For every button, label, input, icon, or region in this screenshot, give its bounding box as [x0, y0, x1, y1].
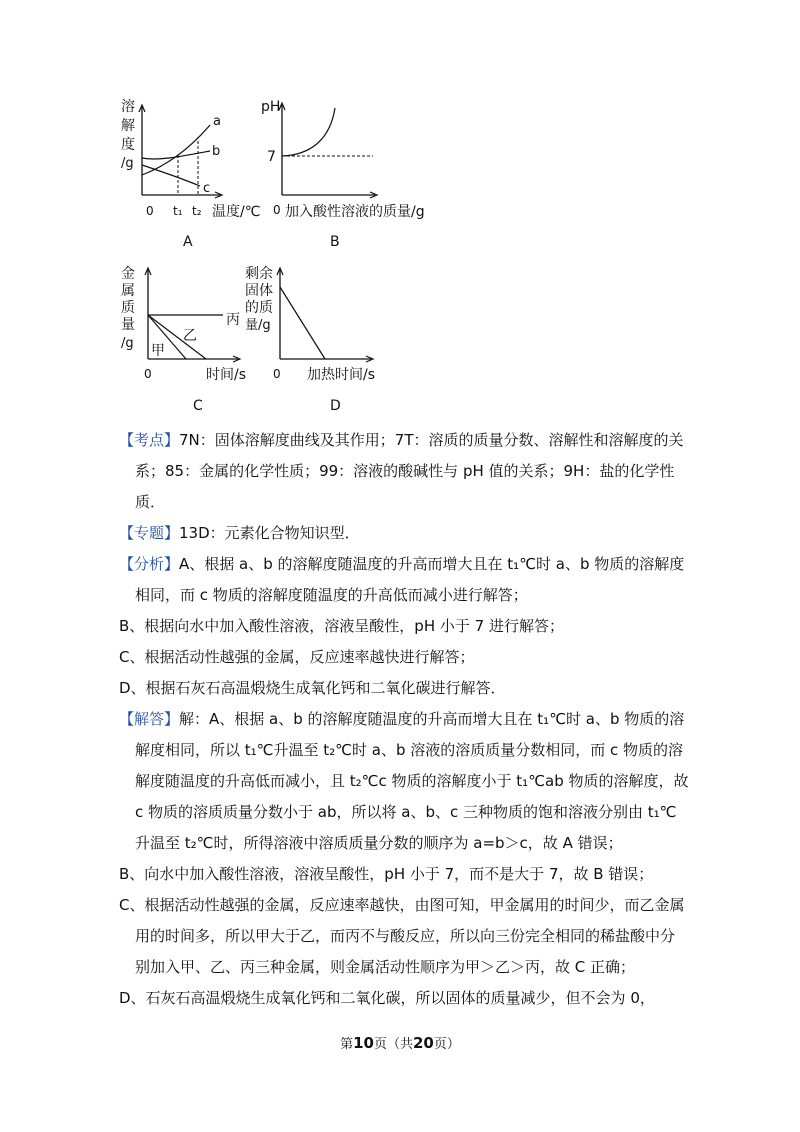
figure-d-residual-solid [243, 262, 393, 387]
jieda-paragraph-a [119, 704, 689, 859]
figure-a-label-a: a [213, 114, 221, 129]
figure-c-label-jia: 甲 [151, 343, 165, 359]
figure-d-ylabel-1: 剩余 [245, 266, 273, 282]
figure-c-label-bing: 丙 [226, 312, 240, 328]
kaodian-paragraph [119, 425, 689, 518]
figure-a-ylabel-1: 溶 [121, 99, 135, 115]
figure-d-caption: D [330, 398, 341, 414]
figure-a-label-c: c [203, 181, 211, 196]
footer-total-pages: 20 [413, 1034, 434, 1052]
figure-b-caption: B [330, 234, 340, 250]
figure-c-ylabel-2: 属 [121, 283, 135, 299]
figure-c-ylabel-4: 量 [121, 317, 135, 333]
figure-a-t1-label: t₁ [173, 204, 183, 218]
figure-a-label-b: b [212, 144, 221, 159]
figure-c-origin: 0 [144, 367, 152, 381]
kaodian-tag: 【考点】 [119, 431, 180, 449]
footer-suffix: 页） [433, 1037, 460, 1052]
figure-a-ylabel-2: 解 [121, 118, 135, 134]
footer-mid: 页（共 [373, 1037, 413, 1052]
figure-c-ylabel-5: /g [121, 336, 134, 351]
figure-c-ylabel-3: 质 [121, 300, 135, 316]
figure-b-ph-curve [255, 95, 440, 220]
figure-a-solubility-curve [118, 95, 268, 220]
fenxi-paragraph-d: D、根据石灰石高温煅烧生成氧化钙和二氧化碳进行解答． [119, 679, 506, 697]
footer-page-number: 10 [353, 1034, 374, 1052]
zhuanti-paragraph [119, 518, 689, 549]
footer-prefix: 第 [340, 1037, 354, 1052]
figure-b-origin: 0 [273, 203, 281, 217]
figure-a-curve-c [142, 165, 200, 186]
figure-c-x-label: 时间/s [206, 367, 247, 383]
fenxi-text-a: A、根据 a、b 的溶解度随温度的升高而增大且在 t₁℃时 a、b 物质的溶解度相同，而 c 物质的溶解度随温度的升高低而减小进行解答； [135, 555, 685, 604]
zhuanti-tag: 【专题】 [119, 524, 180, 542]
zhuanti-text: 13D：元素化合物知识型． [179, 524, 360, 542]
jieda-paragraph-d: D、石灰石高温煅烧生成氧化钙和二氧化碳，所以固体的质量减少，但不会为 0， [119, 989, 655, 1007]
page-footer [0, 1033, 800, 1052]
figure-a-curve-a [142, 125, 210, 175]
jieda-paragraph-c: C、根据活动性越强的金属，反应速率越快，由图可知，甲金属用的时间少，而乙金属用的时间多，所以甲大于乙，而丙不与酸反应，所以向三份完全相同的稀盐酸中分别加入甲、乙、丙三种金属，则金属活动性顺序为甲＞乙＞丙，故 C 正确； [119, 896, 685, 976]
figure-d-ylabel-2: 固体 [245, 283, 273, 299]
figure-c-label-yi: 乙 [183, 328, 197, 344]
figure-d-ylabel-4: 量/g [245, 318, 271, 333]
figure-c-caption: C [193, 398, 203, 414]
figure-d-ylabel-3: 的质 [245, 300, 273, 316]
fenxi-paragraph-a [119, 549, 689, 611]
figure-a-t2-label: t₂ [192, 204, 202, 218]
analysis-section [119, 425, 689, 1014]
figure-d-line [280, 287, 325, 359]
kaodian-text: 7N：固体溶解度曲线及其作用；7T：溶质的质量分数、溶解性和溶解度的关系；85：金属的化学性质；99：溶液的酸碱性与 pH 值的关系；9H：盐的化学性质． [135, 431, 684, 511]
figure-a-ylabel-3: 度 [121, 137, 135, 153]
figure-a-origin: 0 [146, 204, 154, 218]
jieda-text-a: 解：A、根据 a、b 的溶解度随温度的升高而增大且在 t₁℃时 a、b 物质的溶解度相同，所以 t₁℃升温至 t₂℃时 a、b 溶液的溶质质量分数相同，而 c 物质的溶解度随温度的升高低而减小，且 t₂℃c 物质的溶解度小于 t₁℃ab 物质的溶解度，故 c 物质的溶质质量分数小于 ab，所以将 a、b、c 三种物质的饱和溶液分别由 t₁℃升温至 t₂℃时，所得溶液中溶质质量分数的顺序为 a=b＞c，故 A 错误； [135, 710, 689, 852]
figure-a-caption: A [183, 234, 193, 250]
figure-a-x-label: 温度/℃ [212, 204, 261, 220]
fenxi-tag: 【分析】 [119, 555, 180, 573]
figure-a-ylabel-4: /g [121, 156, 134, 171]
figure-a-curve-b [142, 151, 210, 159]
jieda-tag: 【解答】 [119, 710, 180, 728]
figure-d-origin: 0 [273, 367, 281, 381]
figure-c-ylabel-1: 金 [121, 266, 135, 282]
fenxi-paragraph-c: C、根据活动性越强的金属，反应速率越快进行解答； [119, 648, 475, 666]
figure-b-tick-7: 7 [267, 149, 276, 165]
jieda-paragraph-b: B、向水中加入酸性溶液，溶液呈酸性，pH 小于 7，而不是大于 7，故 B 错误； [119, 865, 654, 883]
figure-b-ylabel: pH [261, 99, 281, 115]
figure-b-x-label: 加入酸性溶液的质量/g [285, 204, 425, 220]
figure-b-curve [282, 108, 335, 156]
figure-d-x-label: 加热时间/s [307, 367, 376, 383]
fenxi-paragraph-b: B、根据向水中加入酸性溶液，溶液呈酸性，pH 小于 7 进行解答； [119, 617, 564, 635]
